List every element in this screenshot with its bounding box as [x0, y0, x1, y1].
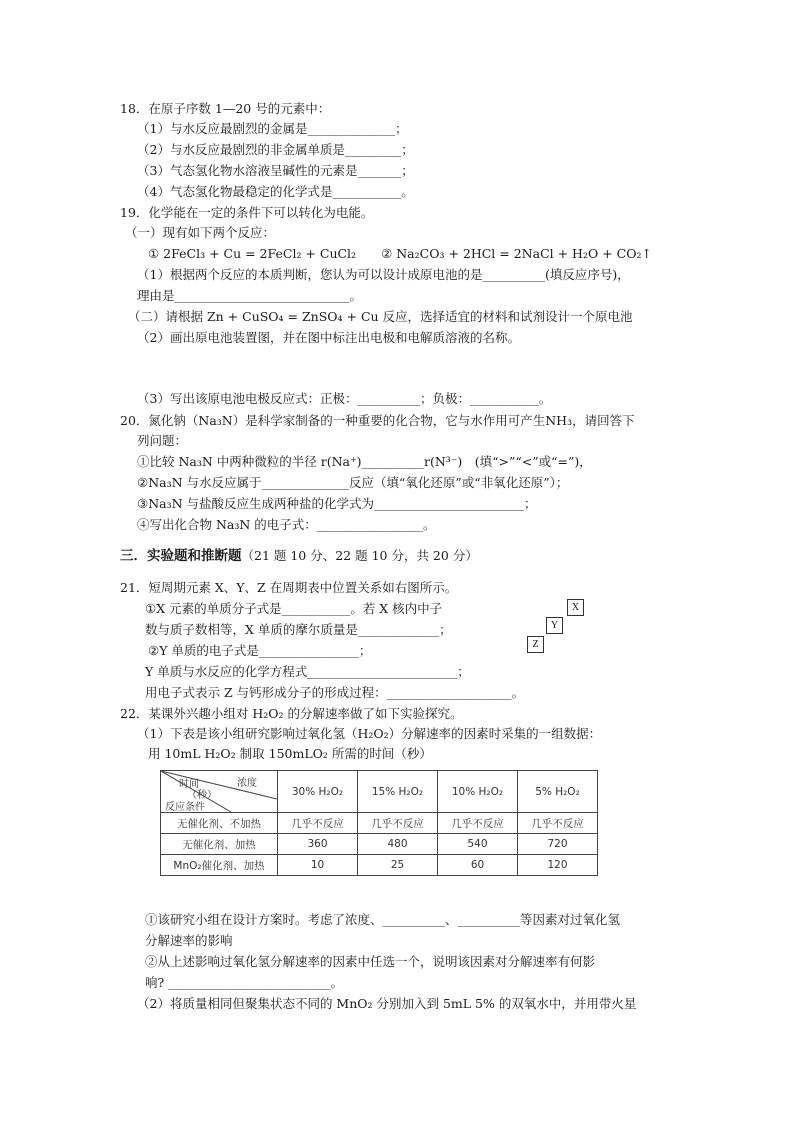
q22-intro-1: （1）下表是该小组研究影响过氧化氢（H₂O₂）分解速率的因素时采集的一组数据： [137, 726, 602, 741]
q20-item-1: ①比较 Na₃N 中两种微粒的半径 r(Na⁺)__________r(N³⁻) (填“>”“<”或“=”)， [137, 454, 592, 469]
q22-intro-2: 用 10mL H₂O₂ 制取 150mLO₂ 所需的时间（秒） [148, 746, 432, 761]
table-header-row [161, 771, 598, 813]
q21-line-1: ①X 元素的单质分子式是___________。若 X 核内中子 [145, 601, 443, 616]
table-cell: 60 [438, 855, 518, 876]
q18-title: 18．在原子序数 1—20 号的元素中： [120, 101, 331, 116]
q18-item-3: （3）气态氢化物水溶液呈碱性的元素是_______； [137, 163, 414, 178]
q21-line-5: 用电子式表示 Z 与钙形成分子的形成过程：____________________。 [145, 685, 525, 700]
q19-title: 19．化学能在一定的条件下可以转化为电能。 [120, 205, 374, 220]
q19-q2: （2）画出原电池装置图，并在图中标注出电极和电解质溶液的名称。 [137, 330, 520, 345]
table-row [161, 834, 598, 855]
table-corner-cell [161, 771, 278, 813]
table-cell: 10 [278, 855, 358, 876]
column-header: 15% H₂O₂ [358, 771, 438, 813]
row-label: 无催化剂、加热 [161, 834, 278, 855]
periodic-cell-z: Z [527, 636, 544, 653]
corner-concentration-label: 浓度 [237, 778, 257, 789]
q20-item-4: ④写出化合物 Na₃N 的电子式：_________________。 [137, 517, 436, 532]
q19-q1-reason: 理由是____________________________。 [137, 288, 363, 303]
table-cell: 540 [438, 834, 518, 855]
table-row [161, 855, 598, 876]
q21-line-2: 数与质子数相等，X 单质的摩尔质量是_____________； [145, 622, 452, 637]
q22-title: 22．某课外兴趣小组对 H₂O₂ 的分解速率做了如下实验探究。 [120, 706, 463, 721]
q21-line-3: ②Y 单质的电子式是________________； [148, 643, 372, 658]
q19-part1-title: （一）现有如下两个反应： [125, 225, 276, 240]
q20-title-cont: 列问题： [137, 433, 188, 448]
section-3-title: 三．实验题和推断题 [120, 548, 242, 564]
q22-after-3: ②从上述影响过氧化氢分解速率的因素中任选一个，说明该因素对分解速率有何影 [145, 954, 596, 969]
column-header: 10% H₂O₂ [438, 771, 518, 813]
q21-line-4: Y 单质与水反应的化学方程式________________________； [145, 664, 470, 679]
q18-item-2: （2）与水反应最剧烈的非金属单质是_________； [137, 142, 414, 157]
table-cell: 几乎不反应 [278, 813, 358, 834]
table-cell: 几乎不反应 [438, 813, 518, 834]
section-3-subtitle: （21 题 10 分、22 题 10 分，共 20 分） [241, 548, 478, 563]
q22-after-1: ①该研究小组在设计方案时。考虑了浓度、__________、__________等因素对过氧化氢 [145, 912, 621, 927]
q20-title: 20．氮化钠（Na₃N）是科学家制备的一种重要的化合物，它与水作用可产生NH₃，请回答下 [120, 413, 635, 428]
q21-title: 21．短周期元素 X、Y、Z 在周期表中位置关系如右图所示。 [120, 580, 458, 595]
table-row [161, 813, 598, 834]
q22-after-5: （2）将质量相同但聚集状态不同的 MnO₂ 分别加入到 5mL 5% 的双氧水中，并用带火星 [137, 996, 637, 1011]
table-cell: 几乎不反应 [518, 813, 598, 834]
table-cell: 360 [278, 834, 358, 855]
section-3-heading [120, 548, 478, 564]
q19-q3: （3）写出该原电池电极反应式：正极：__________；负极：___________。 [137, 391, 552, 406]
q18-item-1: （1）与水反应最剧烈的金属是______________； [137, 121, 408, 136]
q22-after-2: 分解速率的影响 [145, 933, 233, 948]
periodic-cell-y: Y [546, 617, 563, 634]
q19-q1: （1）根据两个反应的本质判断，您认为可以设计成原电池的是__________(填反应序号)， [137, 267, 630, 282]
q19-reactions: ① 2FeCl₃ + Cu = 2FeCl₂ + CuCl₂ ② Na₂CO₃ + 2HCl = 2NaCl + H₂O + CO₂↑ [148, 246, 652, 261]
column-header: 5% H₂O₂ [518, 771, 598, 813]
row-label: MnO₂催化剂、加热 [161, 855, 278, 876]
periodic-cell-x: X [567, 599, 584, 616]
q22-after-4: 响? __________________________。 [145, 975, 344, 990]
row-label: 无催化剂、不加热 [161, 813, 278, 834]
decomposition-rate-table [160, 770, 598, 876]
q20-item-2: ②Na₃N 与水反应属于______________反应（填“氧化还原”或“非氧化还原”）； [137, 475, 569, 490]
table-cell: 25 [358, 855, 438, 876]
table-cell: 480 [358, 834, 438, 855]
q18-item-4: （4）气态氢化物最稳定的化学式是___________。 [137, 184, 414, 199]
table-cell: 几乎不反应 [358, 813, 438, 834]
table-cell: 720 [518, 834, 598, 855]
q19-part2: （二）请根据 Zn + CuSO₄ = ZnSO₄ + Cu 反应，选择适宜的材料和试剂设计一个原电池 [128, 309, 633, 324]
corner-unit-label: （秒） [187, 790, 217, 801]
corner-time-label: 时间 [179, 779, 199, 790]
corner-condition-label: 反应条件 [165, 802, 205, 813]
table-cell: 120 [518, 855, 598, 876]
column-header: 30% H₂O₂ [278, 771, 358, 813]
q20-item-3: ③Na₃N 与盐酸反应生成两种盐的化学式为________________________； [137, 496, 537, 511]
